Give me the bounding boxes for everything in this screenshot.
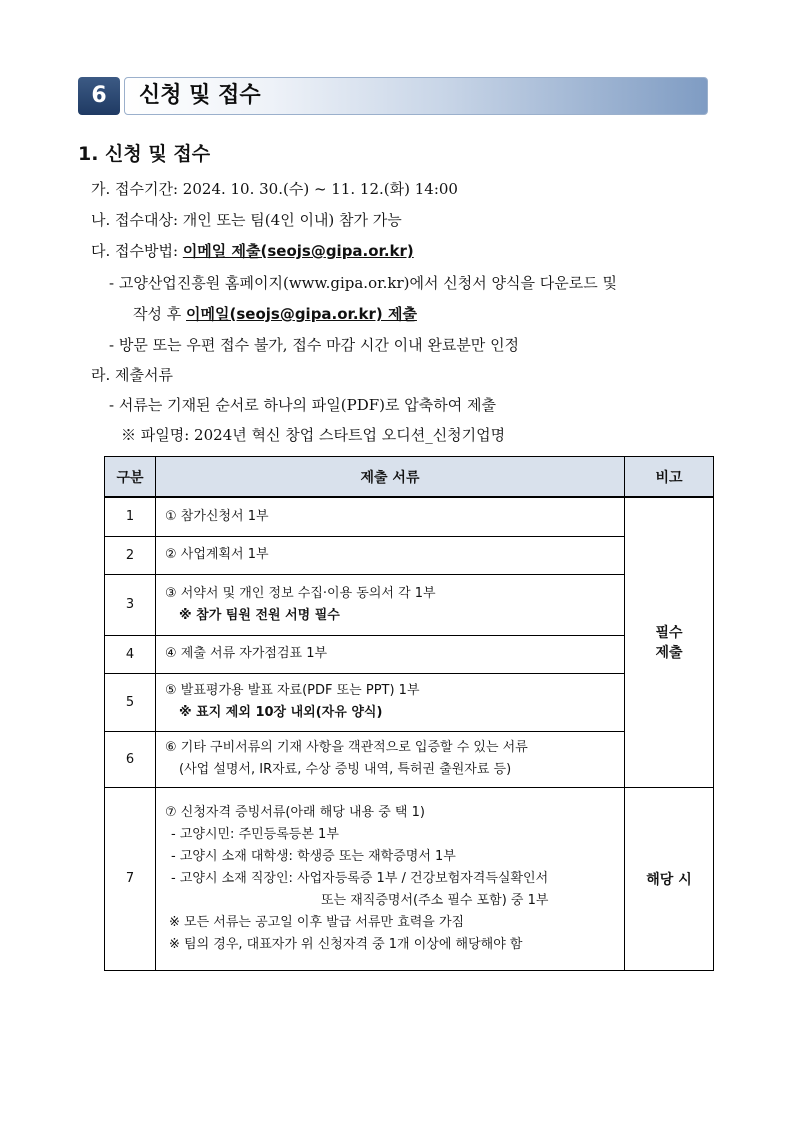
documents-table bbox=[104, 456, 714, 971]
bullet-homepage-email: 이메일(seojs@gipa.or.kr) 제출 bbox=[186, 305, 417, 323]
note-applicable: 해당 시 bbox=[625, 787, 714, 970]
row-document-line: - 고양시 소재 직장인: 사업자등록증 1부 / 건강보험자격득실확인서 bbox=[171, 870, 549, 886]
bullet-visit: - 방문 또는 우편 접수 불가, 접수 마감 시간 이내 완료분만 인정 bbox=[109, 336, 520, 354]
method-label: 다. 접수방법: bbox=[91, 242, 183, 260]
header-documents: 제출 서류 bbox=[156, 457, 625, 498]
row-number: 3 bbox=[105, 574, 156, 635]
docs-label: 라. 제출서류 bbox=[91, 366, 173, 384]
bullet-homepage: - 고양산업진흥원 홈페이지(www.gipa.or.kr)에서 신청서 양식을 다운로드 및 bbox=[109, 274, 617, 292]
table-row bbox=[105, 731, 714, 787]
table-row bbox=[105, 787, 714, 970]
row-document-sub: (사업 설명서, IR자료, 수상 증빙 내역, 특허권 출원자료 등) bbox=[179, 762, 512, 777]
row-document-main: ⑥ 기타 구비서류의 기재 사항을 객관적으로 입증할 수 있는 서류 bbox=[165, 740, 528, 755]
header-note: 비고 bbox=[625, 457, 714, 498]
method-line bbox=[91, 240, 414, 261]
target-line: 나. 접수대상: 개인 또는 팀(4인 이내) 참가 가능 bbox=[91, 211, 402, 229]
bullet-homepage-prefix: 작성 후 bbox=[133, 305, 187, 323]
table-row bbox=[105, 574, 714, 635]
row-number: 5 bbox=[105, 673, 156, 731]
row-number: 4 bbox=[105, 635, 156, 673]
table-row bbox=[105, 497, 714, 536]
table-row bbox=[105, 536, 714, 574]
row-number: 2 bbox=[105, 536, 156, 574]
row-document bbox=[156, 673, 625, 731]
note-required-line2: 제출 bbox=[655, 645, 683, 662]
row-document-line: - 고양시민: 주민등록등본 1부 bbox=[171, 826, 339, 842]
bullet-order: - 서류는 기재된 순서로 하나의 파일(PDF)로 압축하여 제출 bbox=[109, 396, 496, 414]
period-line: 가. 접수기간: 2024. 10. 30.(수) ~ 11. 12.(화) 14:00 bbox=[91, 180, 458, 198]
row-document-sub: ※ 참가 팀원 전원 서명 필수 bbox=[179, 607, 340, 623]
section-title-bar bbox=[124, 77, 708, 115]
row-document-sub: ※ 표지 제외 10장 내외(자유 양식) bbox=[179, 705, 383, 720]
row-document-line: ※ 모든 서류는 공고일 이후 발급 서류만 효력을 가짐 bbox=[169, 914, 465, 930]
row-document-main: ⑤ 발표평가용 발표 자료(PDF 또는 PPT) 1부 bbox=[165, 683, 420, 698]
row-document-line: - 고양시 소재 대학생: 학생증 또는 재학증명서 1부 bbox=[171, 848, 456, 864]
bullet-homepage-cont bbox=[133, 303, 417, 324]
table-row bbox=[105, 635, 714, 673]
row-number: 1 bbox=[105, 497, 156, 536]
table-header-row bbox=[105, 457, 714, 498]
row-document: ④ 제출 서류 자가점검표 1부 bbox=[156, 635, 625, 673]
section-number: 6 bbox=[78, 77, 120, 115]
row-document-line: ※ 팀의 경우, 대표자가 위 신청자격 중 1개 이상에 해당해야 함 bbox=[169, 936, 523, 952]
row-document: ② 사업계획서 1부 bbox=[156, 536, 625, 574]
row-document bbox=[156, 731, 625, 787]
row-document-main: ⑦ 신청자격 증빙서류(아래 해당 내용 중 택 1) bbox=[165, 804, 425, 820]
header-category: 구분 bbox=[105, 457, 156, 498]
section-title: 신청 및 접수 bbox=[139, 83, 261, 108]
row-document bbox=[156, 574, 625, 635]
page-heading: 1. 신청 및 접수 bbox=[78, 143, 211, 165]
row-number: 6 bbox=[105, 731, 156, 787]
filename-note: ※ 파일명: 2024년 혁신 창업 스타트업 오디션_신청기업명 bbox=[121, 426, 506, 444]
row-document: ① 참가신청서 1부 bbox=[156, 497, 625, 536]
row-document bbox=[156, 787, 625, 970]
note-required-line1: 필수 bbox=[655, 625, 683, 642]
note-required bbox=[625, 497, 714, 787]
section-header bbox=[78, 77, 708, 115]
row-document-line: 또는 재직증명서(주소 필수 포함) 중 1부 bbox=[321, 892, 549, 908]
row-document-main: ③ 서약서 및 개인 정보 수집·이용 동의서 각 1부 bbox=[165, 585, 436, 601]
table-row bbox=[105, 673, 714, 731]
row-number: 7 bbox=[105, 787, 156, 970]
method-email: 이메일 제출(seojs@gipa.or.kr) bbox=[182, 242, 414, 260]
